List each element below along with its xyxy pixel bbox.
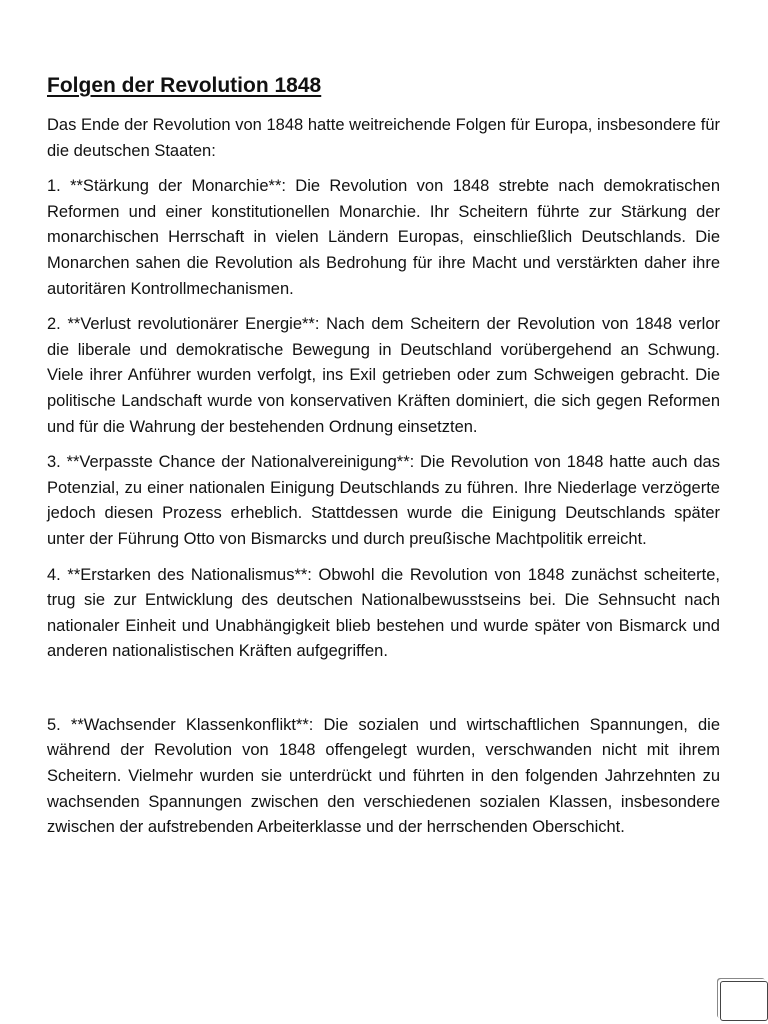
page-title: Folgen der Revolution 1848	[47, 74, 322, 97]
paragraph-national-unification: 3. **Verpasste Chance der Nationalvereinigung**: Die Revolution von 1848 hatte auch das Potenzial, zu einer nationalen Einigung Deutschlands zu führen. Ihre Niederlage verzögerte jedoch diesen Prozess erheblich. Stattdessen wurde die Einigung Deutschlands später unter der Führung Otto von Bismarcks und durch preußische Machtpolitik erreicht.	[47, 453, 720, 548]
page-corner-box	[720, 981, 768, 1021]
intro-paragraph: Das Ende der Revolution von 1848 hatte weitreichende Folgen für Europa, insbesondere für die deutschen Staaten:	[47, 116, 720, 160]
paragraph-revolutionary-energy: 2. **Verlust revolutionärer Energie**: Nach dem Scheitern der Revolution von 1848 verlor die liberale und demokratische Bewegung in Deutschland vorübergehend an Schwung. Viele ihrer Anführer wurden verfolgt, ins Exil getrieben oder zum Schweigen gebracht. Die politische Landschaft wurde von konservativen Kräften dominiert, die sich gegen Reformen und für die Wahrung der bestehenden Ordnung einsetzten.	[47, 315, 720, 436]
paragraph-nationalism: 4. **Erstarken des Nationalismus**: Obwohl die Revolution von 1848 zunächst scheiterte, trug sie zur Entwicklung des deutschen Nationalbewusstseins bei. Die Sehnsucht nach nationaler Einheit und Unabhängigkeit blieb bestehen und wurde später von Bismarck und anderen nationalistischen Kräften aufgegriffen.	[47, 565, 720, 661]
paragraph-monarchy: 1. **Stärkung der Monarchie**: Die Revolution von 1848 strebte nach demokratischen Reformen und einer konstitutionellen Monarchie. Ihr Scheitern führte zur Stärkung der monarchischen Herrschaft in vielen Ländern Europas, einschließlich Deutschlands. Die Monarchen sahen die Revolution als Bedrohung für ihre Macht und verstärkten daher ihre autoritären Kontrollmechanismen.	[47, 177, 720, 298]
paragraph-class-conflict: 5. **Wachsender Klassenkonflikt**: Die sozialen und wirtschaftlichen Spannungen, die während der Revolution von 1848 offengelegt wurden, verschwanden nicht mit ihrem Scheitern. Vielmehr wurden sie unterdrückt und führten in den folgenden Jahrzehnten zu wachsenden Spannungen zwischen den verschiedenen sozialen Klassen, insbesondere zwischen der aufstrebenden Arbeiterklasse und der herrschenden Oberschicht.	[47, 715, 720, 837]
document-page	[47, 72, 720, 851]
